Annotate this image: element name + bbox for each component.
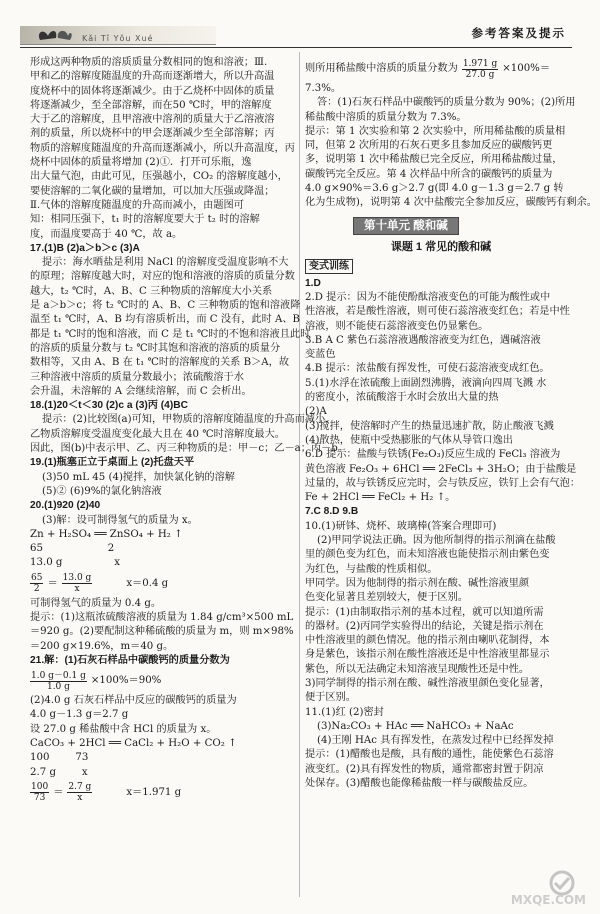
text-line: 处保存。(3)醋酸也能像稀盐酸一样与碳酸盐反应。	[305, 778, 534, 790]
text-line: 液变红。(2)具有挥发性的物质，通常都密封置于阴凉	[305, 763, 544, 775]
text-line: 同，但第 2 次所用的石灰石更多且参加反应的碳酸钙更	[305, 140, 553, 152]
equation-ratio: 100 73	[30, 752, 89, 764]
text-line: 变蓝色	[305, 349, 336, 361]
text-line: 三种溶液中溶质的质量分数最小；浓硫酸溶于水	[30, 371, 244, 383]
text-line: 可制得氢气的质量为 0.4 g。	[30, 597, 162, 609]
unit-banner	[353, 217, 577, 237]
text-line: 物质的溶解度随温度的升高而逐渐减小，所以升高温度，丙	[30, 142, 295, 154]
equation: (3)Na₂CO₃ + HAc ══ NaHCO₃ + NaAc	[317, 720, 514, 732]
answer-18: 18.(1)20＜t＜30 (2)c a (3)丙 (4)BC	[30, 400, 188, 412]
fraction: $\frac{13.0 g}{x}$	[62, 573, 92, 595]
answer-5: 5.(1)水浮在浓硫酸上面剧烈沸腾，液滴向四周飞溅 水	[305, 377, 547, 389]
text-line: 的器材。(2)丙同学实验得出的结论，关键是指示剂在	[305, 620, 544, 632]
text-line: 都是 t₁ ℃时的饱和溶液，而 C 是 t₁ ℃时的不饱和溶液且此时	[30, 328, 311, 340]
solution-line: (3)解：设可制得氢气的质量为 x。	[42, 514, 198, 526]
text-line: 过量的，故与铁锈反应完时，会与铁反应，铁钉上会有气泡：	[305, 477, 581, 489]
answer-19: 19.(1)瓶塞正立于桌面上 (2)托盘天平	[30, 457, 195, 469]
text-line: 黄色溶液 Fe₂O₃ + 6HCl ══ 2FeCl₃ + 3H₂O；由于盐酸是	[305, 463, 577, 475]
column-divider	[299, 52, 300, 897]
equation: CaCO₃ + 2HCl ══ CaCl₂ + H₂O + CO₂ ↑	[30, 738, 237, 750]
equation-ratio: 2.7 g x	[30, 766, 88, 778]
text-line: 便于区别。	[305, 692, 356, 704]
text-line: 的密度小，浓硫酸溶于水时会放出大量的热	[305, 392, 499, 404]
fraction: $\frac{2.7 g}{x}$	[68, 782, 92, 804]
text-line: 化为生成物)，说明第 4 次中盐酸完全参加反应，碳酸钙有剩余。	[305, 197, 597, 209]
text-line: 碳酸钙完全反应。第 4 次样品中所含的碳酸钙的质量为	[305, 168, 553, 180]
text-line: 烧杯中固体的质量将增加 (2)①．打开可乐瓶，逸	[30, 157, 252, 169]
butterfly-icon	[34, 26, 74, 44]
header-banner	[20, 26, 216, 45]
text-line: 3)同学制得的指示剂在酸、碱性溶液里颜色变化显著，	[305, 677, 550, 689]
lesson-title: 课题 1 常见的酸和碱	[390, 240, 492, 253]
unit-title: 第十单元 酸和碱	[353, 217, 459, 235]
text-line: 身是紫色，该指示剂在酸性溶液还是中性溶液里都显示	[305, 649, 550, 661]
text-line: 甲和乙的溶解度随温度的升高而逐渐增大，所以升高温	[30, 71, 275, 83]
text-line: 多，说明第 1 次中稀盐酸已完全反应，所用稀盐酸过量，	[305, 154, 563, 166]
equation: Zn + H₂SO₄ ══ ZnSO₄ + H₂ ↑	[30, 528, 183, 540]
text-line: 性溶液，若是酸性溶液，则可使石蕊溶液变红色；若是中性	[305, 306, 570, 318]
text-line: (4)王刚 HAc 具有挥发性，在蒸发过程中已经挥发掉	[317, 735, 554, 747]
text-line: 大于乙的溶解度，且甲溶液中溶剂的质量大于乙溶液溶	[30, 114, 275, 126]
text-line: (2)甲同学说法正确。因为他所制得的指示剂滴在盐酸	[317, 535, 556, 547]
text-line: 形成这两种物质的溶质质量分数相同的饱和溶液；Ⅲ.	[30, 57, 268, 68]
hint-line: 提示：海水晒盐是利用 NaCl 的溶解度受温度影响不大	[42, 257, 289, 269]
answer-10: 10.(1)研钵、烧杯、玻璃棒(答案合理即可)	[305, 520, 497, 532]
proportion: $\frac{100}{73}$ ＝ $\frac{2.7 g}{x}$ x＝1.971 g	[31, 782, 182, 804]
text-line: 度，而温度要高于 40 ℃，故 a。	[30, 228, 183, 240]
hint-line: 提示：(1)这瓶浓硫酸溶液的质量为 1.84 g/cm³×500 mL	[30, 611, 294, 623]
text-line: 4.0 g－1.3 g＝2.7 g	[30, 709, 129, 721]
text-line: (2)A	[305, 406, 327, 418]
percentage-calc: 则所用稀盐酸中溶质的质量分数为 $\frac{1.971 g}{27.0 g}$ ×100%＝	[305, 58, 551, 80]
text-line: (3)搅拌，使溶解时产生的热量迅速扩散，防止酸液飞溅	[305, 420, 554, 432]
text-line: 中性溶液里的颜色情况。他的指示剂由喇叭花制得，本	[305, 635, 550, 647]
text-line: 是 a＞b＞c；将 t₂ ℃时的 A、B、C 三种物质的饱和溶液降	[30, 300, 301, 312]
answer-7-9: 7.C 8.D 9.B	[305, 506, 359, 518]
banner-text: Kǎi Tǐ Yǒu Xué	[82, 34, 154, 43]
answer-4: 4.B 提示：浓盐酸有挥发性，可使石蕊溶液变成红色。	[305, 363, 550, 375]
percentage-calc: $\frac{1.0 g-0.1 g}{1.0 g}$ ×100%＝90%	[31, 670, 162, 692]
text-line: (2)4.0 g 石灰石样品中反应的碳酸钙的质量为	[30, 695, 237, 707]
text-line: 里的颜色变为红色，而未知溶液也能使指示剂由紫色变	[305, 549, 550, 561]
text-line: ＝200 g×19.6%，m＝40 g。	[30, 640, 174, 652]
text-line: 因此，图(b)中表示甲、乙、丙三种物质的是：甲－c；乙－a；丙－b。	[30, 443, 349, 455]
right-column	[305, 56, 597, 791]
equation-ratio: 13.0 g x	[30, 557, 121, 569]
text-line: 数相等，又由 A、B 在 t₁ ℃时的溶解度的关系 B＞A，故	[30, 357, 290, 369]
page-header	[0, 0, 600, 50]
text-line: 将逐渐减少，至全部溶解，而在50 ℃时，甲的溶解度	[30, 99, 272, 111]
text-line: 温至 t₁ ℃时，A、B 均有溶质析出，而 C 没有，此时 A、B	[30, 314, 301, 326]
text-line: (3)50 mL 45 (4)搅拌，加快氯化钠的溶解	[42, 471, 235, 483]
text-line: 溶液，则不能使石蕊溶液变色仍显紫色。	[305, 320, 489, 332]
answer-21: 21.解：(1)石灰石样品中碳酸钙的质量分数为	[30, 654, 230, 666]
header-rule	[20, 47, 572, 48]
hint-line: 提示：(1)醋酸也是酸，具有酸的通性，能使紫色石蕊溶	[305, 749, 554, 761]
text-line: 的原理；溶解度越大时，对应的饱和溶液的溶质的质量分数	[30, 271, 295, 283]
text-line: 紫色，所以无法确定未知溶液呈现酸性还是中性。	[305, 663, 530, 675]
text-line: 越大，t₂ ℃时，A、B、C 三种物质的溶解度大小关系	[30, 285, 273, 297]
proportion: $\frac{65}{2}$ ＝ $\frac{13.0 g}{x}$ x＝0.4 g	[31, 573, 169, 595]
text-line: Fe + 2HCl ══ FeCl₂ + H₂ ↑。	[305, 492, 456, 504]
text-line: 的溶质的质量分数与 t₂ ℃时其饱和溶液的溶质的质量分	[30, 342, 281, 354]
answer-6: 6.D 提示：盐酸与铁锈(Fe₂O₃)反应生成的 FeCl₃ 溶液为	[305, 449, 561, 461]
text-line: 会升温，未溶解的 A 会继续溶解，而 C 会析出。	[30, 385, 252, 397]
text-line: 要使溶解的二氧化碳的量增加，可以加大压强或降温；	[30, 185, 275, 197]
text-line: 为红色，与盐酸的性质相似。	[305, 563, 438, 575]
text-line: 知：相同压强下，t₁ 时的溶解度要大于 t₂ 时的溶解	[30, 214, 260, 226]
watermark-logo	[482, 869, 592, 909]
answer-line: 答：(1)石灰石样品中碳酸钙的质量分数为 90%；(2)所用	[317, 97, 576, 109]
text-line: 稀盐酸中溶质的质量分数为 7.3%。	[305, 111, 467, 123]
text-line: ＝920 g。(2)要配制这种稀硫酸的质量为 m，则 m×98%	[30, 626, 294, 638]
text-line: (5)② (6)9%的氯化钠溶液	[42, 485, 162, 497]
text-line: 设 27.0 g 稀盐酸中含 HCl 的质量为 x。	[30, 723, 217, 735]
hint-line: 提示：(1)由制取指示剂的基本过程，就可以知道所需	[305, 606, 544, 618]
hint-line: 提示：第 1 次实验和第 2 次实验中，所用稀盐酸的质量相	[305, 125, 566, 137]
text-line: Ⅱ.气体的溶解度随温度的升高而减小，由题图可	[30, 199, 244, 211]
text-line: 色变化显著且差别较大，便于区别。	[305, 592, 468, 604]
fraction: $\frac{1.971 g}{27.0 g}$	[462, 58, 498, 80]
answer-3: 3.B A C 紫色石蕊溶液遇酸溶液变为红色，遇碱溶液	[305, 334, 541, 346]
page-title: 参考答案及提示	[471, 28, 566, 40]
text-line: (4)散热，使瓶中受热膨胀的气体从导管口逸出	[305, 434, 513, 446]
fraction: $\frac{65}{2}$	[31, 573, 43, 595]
text-line: 甲同学。因为他制得的指示剂在酸、碱性溶液里颜	[305, 577, 530, 589]
answer-11: 11.(1)红 (2)密封	[305, 706, 384, 718]
fraction: $\frac{100}{73}$	[31, 782, 49, 804]
answer-17: 17.(1)B (2)a＞b＞c (3)A	[30, 242, 140, 254]
text-line: 乙物质溶解度受温度变化最大且在 40 ℃时溶解度最大。	[30, 428, 285, 440]
text-line: 度烧杯中的固体将逐渐减少。由于乙烧杯中固体的质量	[30, 85, 275, 97]
answer-1: 1.D	[305, 277, 321, 289]
text-line: 出大量气泡，由此可见，压强越小，CO₂ 的溶解度越小，	[30, 171, 288, 183]
hint-line: 提示：(2)比较图(a)可知，甲物质的溶解度随温度的升高而减小，	[42, 414, 336, 426]
text-line: 剂的质量，所以烧杯中的甲会逐渐减少至全部溶解；丙	[30, 128, 275, 140]
answer-20: 20.(1)920 (2)40	[30, 500, 101, 512]
text-line: 4.0 g×90%＝3.6 g＞2.7 g(即 4.0 g－1.3 g＝2.7 g 转	[305, 183, 564, 195]
equation-ratio: 65 2	[30, 543, 115, 555]
fraction: $\frac{1.0 g-0.1 g}{1.0 g}$	[31, 670, 86, 692]
text-line: 7.3%。	[305, 83, 342, 94]
practice-label: 变式训练	[305, 259, 353, 274]
watermark-text: MXQE.COM	[510, 892, 586, 907]
answer-2: 2.D 提示：因为不能使酚酞溶液变色的可能为酸性或中	[305, 291, 551, 303]
